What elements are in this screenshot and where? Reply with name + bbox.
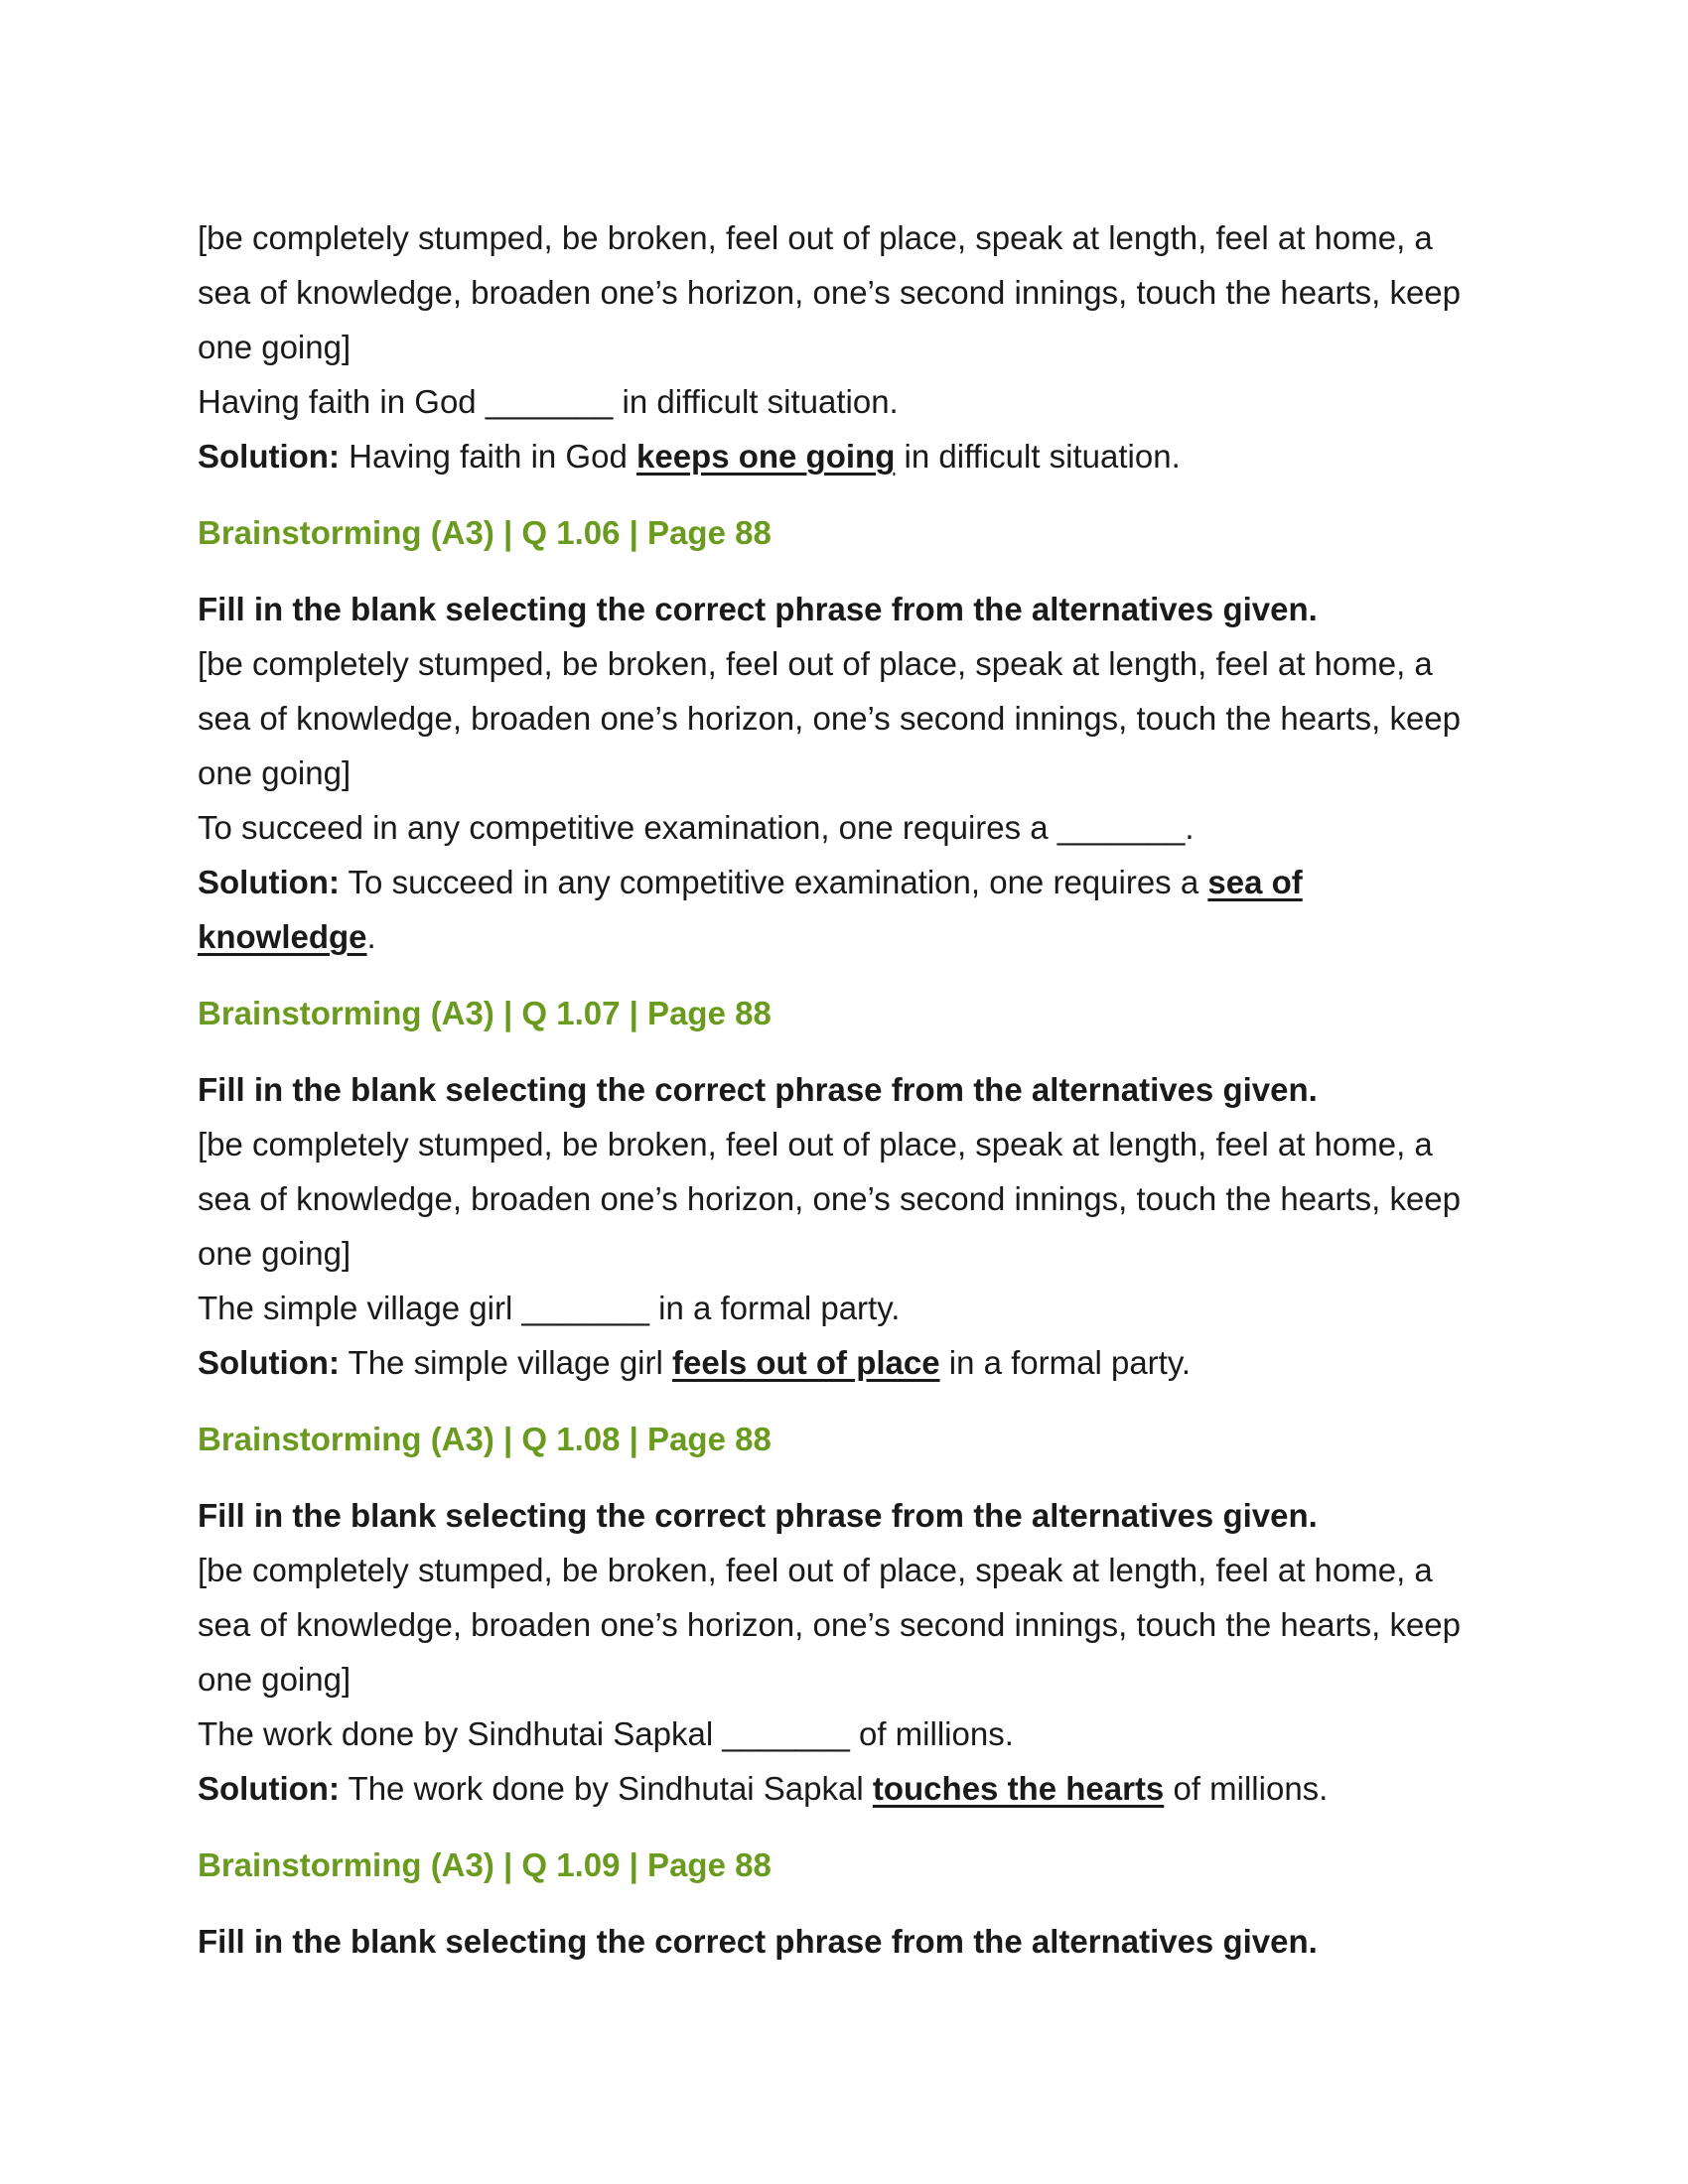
options-line: [be completely stumped, be broken, feel out of place, speak at length, feel at home, a	[198, 645, 1433, 682]
solution-text-cont: knowledge.	[198, 918, 376, 955]
solution-text: Solution: The simple village girl feels out of place in a formal party.	[198, 1344, 1192, 1381]
blank: _______	[1056, 809, 1186, 846]
question-1-07	[198, 986, 1488, 1390]
question-heading[interactable]: Brainstorming (A3) | Q 1.08 | Page 88	[198, 1421, 772, 1457]
answer: feels out of place	[672, 1344, 940, 1381]
question-text: The simple village girl _______ in a formal party.	[198, 1290, 901, 1326]
question-1-08	[198, 1412, 1488, 1816]
options-line: one going]	[198, 1235, 352, 1272]
options-line: [be completely stumped, be broken, feel out of place, speak at length, feel at home, a	[198, 1126, 1433, 1162]
options-line: [be completely stumped, be broken, feel out of place, speak at length, feel at home, a	[198, 219, 1433, 256]
question-continued	[198, 210, 1488, 483]
options-line: sea of knowledge, broaden one’s horizon, one’s second innings, touch the hearts, keep	[198, 1606, 1461, 1643]
solution-label: Solution:	[198, 1770, 340, 1807]
solution-label: Solution:	[198, 864, 340, 900]
question-1-06	[198, 505, 1488, 964]
answer: knowledge	[198, 918, 367, 955]
question-text: To succeed in any competitive examination, one requires a _______.	[198, 809, 1195, 846]
options-line: one going]	[198, 329, 352, 365]
answer: touches the hearts	[872, 1770, 1165, 1807]
page-content	[198, 210, 1488, 1969]
instruction: Fill in the blank selecting the correct phrase from the alternatives given.	[198, 1923, 1318, 1960]
instruction: Fill in the blank selecting the correct phrase from the alternatives given.	[198, 1071, 1318, 1108]
question-1-09	[198, 1838, 1488, 1969]
answer: sea of	[1207, 864, 1303, 900]
solution-label: Solution:	[198, 1344, 340, 1381]
solution-text: Solution: Having faith in God keeps one going in difficult situation.	[198, 438, 1181, 475]
blank: _______	[521, 1290, 649, 1326]
options-line: sea of knowledge, broaden one’s horizon, one’s second innings, touch the hearts, keep	[198, 1180, 1461, 1217]
options-line: one going]	[198, 1661, 352, 1698]
solution-label: Solution:	[198, 438, 340, 475]
solution-text: Solution: The work done by Sindhutai Sapkal touches the hearts of millions.	[198, 1770, 1329, 1807]
question-text: The work done by Sindhutai Sapkal _______ of millions.	[198, 1715, 1014, 1752]
blank: _______	[722, 1715, 850, 1752]
solution-text: Solution: To succeed in any competitive examination, one requires a sea of	[198, 864, 1303, 900]
blank: _______	[485, 383, 614, 420]
question-heading[interactable]: Brainstorming (A3) | Q 1.07 | Page 88	[198, 995, 772, 1031]
answer: keeps one going	[635, 438, 896, 475]
options-line: sea of knowledge, broaden one’s horizon, one’s second innings, touch the hearts, keep	[198, 274, 1461, 311]
options-line: sea of knowledge, broaden one’s horizon, one’s second innings, touch the hearts, keep	[198, 700, 1461, 737]
instruction: Fill in the blank selecting the correct phrase from the alternatives given.	[198, 591, 1318, 627]
question-heading[interactable]: Brainstorming (A3) | Q 1.09 | Page 88	[198, 1846, 772, 1883]
options-line: [be completely stumped, be broken, feel out of place, speak at length, feel at home, a	[198, 1552, 1433, 1588]
options-line: one going]	[198, 754, 352, 791]
question-heading[interactable]: Brainstorming (A3) | Q 1.06 | Page 88	[198, 514, 772, 551]
instruction: Fill in the blank selecting the correct phrase from the alternatives given.	[198, 1497, 1318, 1534]
question-text: Having faith in God _______ in difficult situation.	[198, 383, 899, 420]
